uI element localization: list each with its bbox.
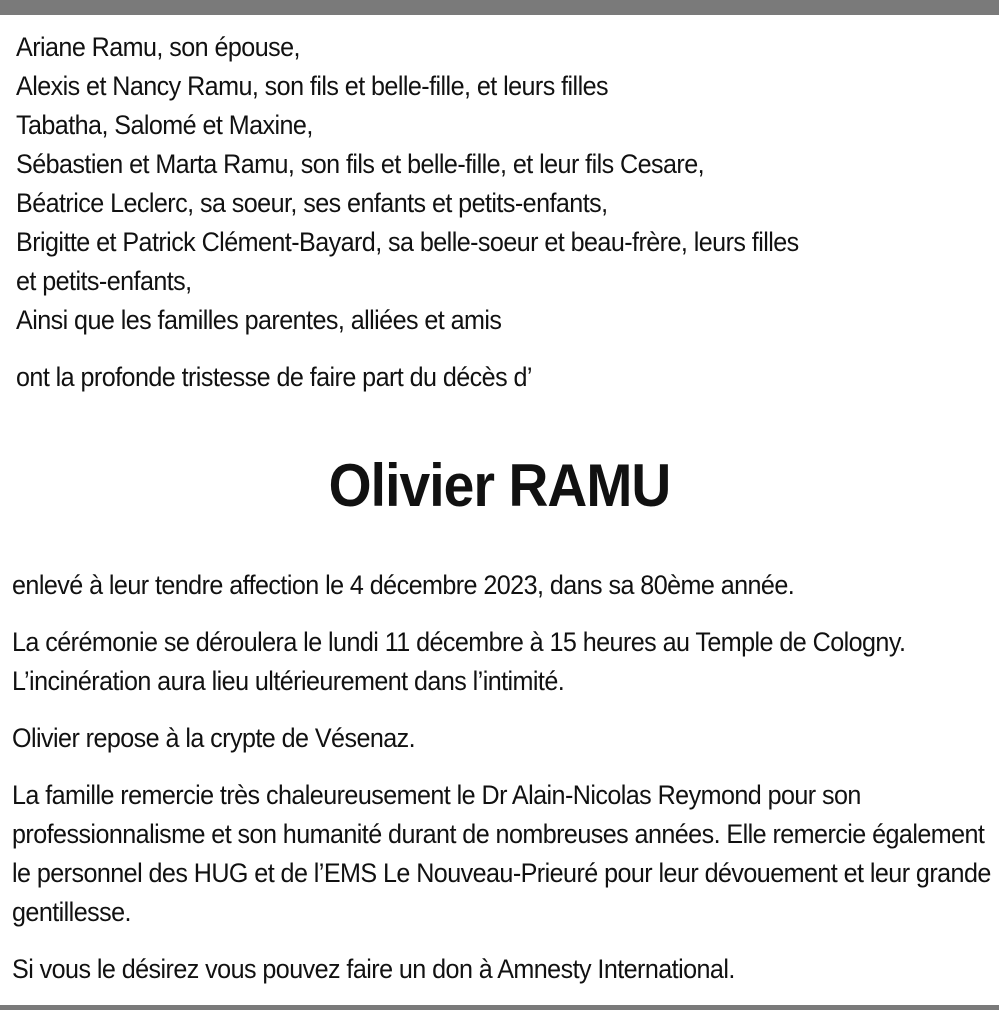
family-line: Alexis et Nancy Ramu, son fils et belle-fille, et leurs filles [16, 71, 609, 101]
family-line: Brigitte et Patrick Clément-Bayard, sa belle-soeur et beau-frère, leurs filles [16, 227, 799, 257]
deceased-name: Olivier RAMU [328, 452, 671, 519]
family-list [16, 28, 923, 340]
family-line: Sébastien et Marta Ramu, son fils et belle-fille, et leur fils Cesare, [16, 149, 705, 179]
top-border-bar [0, 0, 999, 15]
announcement-text: ont la profonde tristesse de faire part du décès d’ [16, 362, 532, 392]
thanks-paragraph: La famille remercie très chaleureusement le Dr Alain-Nicolas Reymond pour son professionnalisme et son humanité durant de nombreuses années. Elle remercie également le personnel des HUG et de l’EMS Le Nouveau-Prieuré pour leur dévouement et leur grande gentillesse. [12, 780, 991, 927]
family-line: Ainsi que les familles parentes, alliées et amis [16, 305, 502, 335]
family-line: Ariane Ramu, son épouse, [16, 32, 300, 62]
bottom-border-bar [0, 1005, 999, 1010]
death-notice-paragraph: enlevé à leur tendre affection le 4 décembre 2023, dans sa 80ème année. [12, 570, 795, 600]
family-line: et petits-enfants, [16, 266, 192, 296]
family-line: Béatrice Leclerc, sa soeur, ses enfants et petits-enfants, [16, 188, 608, 218]
ceremony-paragraph: La cérémonie se déroulera le lundi 11 décembre à 15 heures au Temple de Cologny. L’incinération aura lieu ultérieurement dans l’intimité. [12, 627, 906, 696]
obituary-body [12, 566, 998, 1007]
family-line: Tabatha, Salomé et Maxine, [16, 110, 313, 140]
repose-paragraph: Olivier repose à la crypte de Vésenaz. [12, 723, 416, 753]
donation-paragraph: Si vous le désirez vous pouvez faire un don à Amnesty International. [12, 954, 735, 984]
